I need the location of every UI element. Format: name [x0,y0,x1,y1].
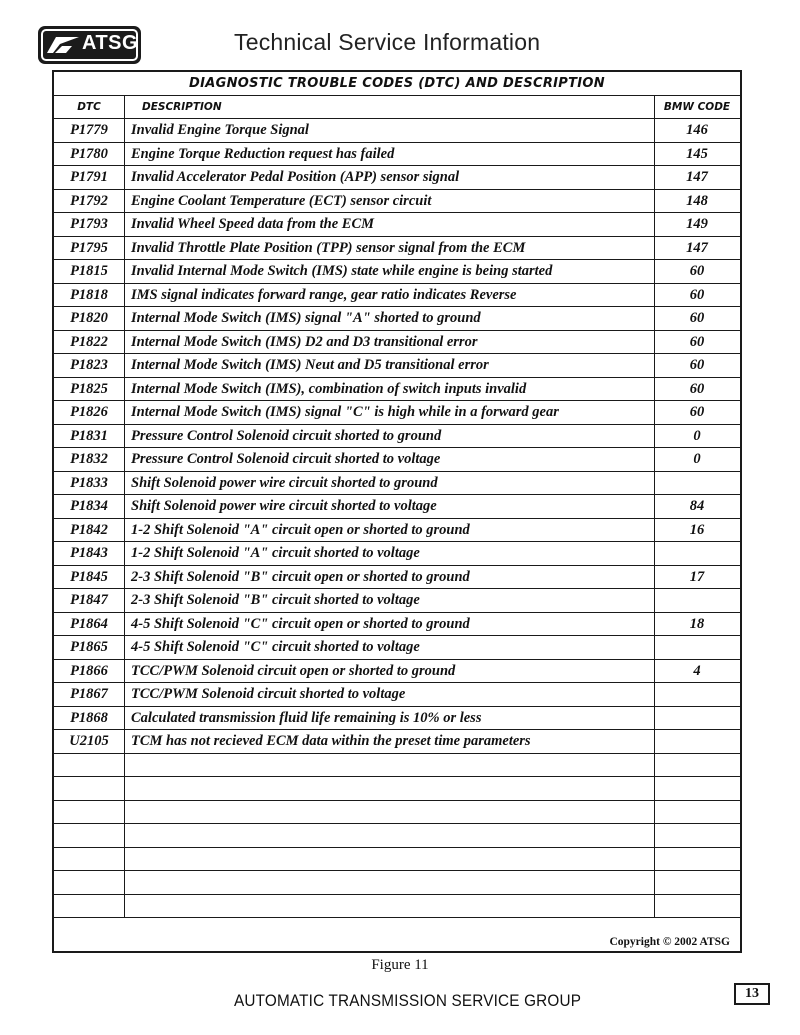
column-header-description: DESCRIPTION [124,96,654,119]
bmw-code-cell: 147 [686,239,708,256]
description-cell: Internal Mode Switch (IMS) signal "A" shorted to ground [131,310,481,326]
dtc-cell: P1866 [70,662,108,679]
dtc-cell: P1825 [70,380,108,397]
description-cell: Engine Coolant Temperature (ECT) sensor circuit [131,192,432,209]
bmw-code-cell: 16 [689,521,705,538]
dtc-cell: P1818 [70,286,108,303]
table-row [54,589,740,613]
table-row [54,425,740,449]
bmw-code-cell: 60 [689,286,705,303]
dtc-cell: P1791 [70,169,108,185]
description-cell: TCC/PWM Solenoid circuit open or shorted to ground [131,662,456,679]
dtc-cell: P1833 [70,474,108,491]
figure-caption: Figure 11 [371,957,429,973]
table-row [54,354,740,378]
copyright-notice: Copyright © 2002 ATSG [609,936,730,948]
bmw-code-cell: 18 [689,615,705,632]
table-row [54,119,740,143]
table-row [54,636,740,660]
table-row [54,730,740,754]
bmw-code-cell: 146 [686,122,708,138]
bmw-code-cell: 60 [689,310,705,326]
description-cell: IMS signal indicates forward range, gear ratio indicates Reverse [131,286,517,303]
table-row [54,824,740,848]
page-number: 13 [734,983,770,1005]
dtc-cell: P1780 [70,145,108,162]
description-cell: Invalid Internal Mode Switch (IMS) state while engine is being started [131,263,553,279]
bmw-code-cell: 84 [689,498,705,514]
table-row [54,613,740,637]
table-row [54,237,740,261]
dtc-cell: P1820 [70,310,108,326]
dtc-cell: P1864 [70,615,108,632]
description-cell: Invalid Throttle Plate Position (TPP) sensor signal from the ECM [131,239,526,256]
description-cell: Invalid Wheel Speed data from the ECM [131,216,375,232]
table-body [54,119,740,918]
dtc-cell: P1845 [70,568,108,585]
table-row [54,331,740,355]
table-row [54,284,740,308]
logo-wing-icon [46,35,80,55]
table-row [54,754,740,778]
dtc-cell: P1815 [70,263,108,279]
dtc-cell: U2105 [69,733,109,749]
table-row [54,401,740,425]
description-cell: Shift Solenoid power wire circuit shorted to ground [131,474,438,491]
dtc-cell: P1793 [70,216,108,232]
table-row [54,542,740,566]
description-cell: Internal Mode Switch (IMS) D2 and D3 transitional error [131,333,478,350]
bmw-code-cell: 145 [686,145,708,162]
table-row [54,801,740,825]
table-row [54,777,740,801]
description-cell: TCM has not recieved ECM data within the preset time parameters [131,733,531,749]
table-row [54,260,740,284]
bmw-code-cell: 17 [689,568,705,585]
footer-organization: AUTOMATIC TRANSMISSION SERVICE GROUP [234,991,582,1010]
column-header-dtc: DTC [54,96,124,119]
description-cell: Internal Mode Switch (IMS) signal "C" is high while in a forward gear [131,404,559,420]
table-row [54,307,740,331]
dtc-cell: P1843 [70,545,108,561]
table-row [54,848,740,872]
description-cell: 1-2 Shift Solenoid "A" circuit open or shorted to ground [131,521,470,538]
bmw-code-cell: 60 [689,333,705,350]
logo-text: ATSG [82,32,139,54]
description-cell: 4-5 Shift Solenoid "C" circuit open or shorted to ground [131,615,470,632]
table-row [54,683,740,707]
description-cell: Internal Mode Switch (IMS) Neut and D5 transitional error [131,357,489,373]
dtc-cell: P1795 [70,239,108,256]
dtc-cell: P1831 [70,427,108,444]
dtc-cell: P1792 [70,192,108,209]
bmw-code-cell: 0 [693,451,701,467]
column-header-bmw-code: BMW CODE [654,96,740,119]
table-row [54,871,740,895]
description-cell: Invalid Accelerator Pedal Position (APP) sensor signal [131,169,460,185]
dtc-cell: P1826 [70,404,108,420]
table-row [54,660,740,684]
dtc-cell: P1832 [70,451,108,467]
description-cell: Internal Mode Switch (IMS), combination of switch inputs invalid [131,380,527,397]
description-cell: TCC/PWM Solenoid circuit shorted to voltage [131,686,406,702]
atsg-logo [38,26,141,64]
description-cell: Pressure Control Solenoid circuit shorted to ground [131,427,442,444]
description-cell: Calculated transmission fluid life remaining is 10% or less [131,709,482,726]
description-cell: Engine Torque Reduction request has failed [131,145,395,162]
dtc-cell: P1823 [70,357,108,373]
dtc-cell: P1847 [70,592,108,608]
bmw-code-cell: 60 [689,357,705,373]
description-cell: 2-3 Shift Solenoid "B" circuit shorted to voltage [131,592,420,608]
dtc-cell: P1865 [70,639,108,655]
dtc-cell: P1834 [70,498,108,514]
bmw-code-cell: 60 [689,404,705,420]
description-cell: Invalid Engine Torque Signal [131,122,309,138]
table-row [54,213,740,237]
bmw-code-cell: 149 [686,216,708,232]
table-banner: DIAGNOSTIC TROUBLE CODES (DTC) AND DESCRIPTION [54,72,740,96]
table-row [54,378,740,402]
table-row [54,143,740,167]
table-row [54,190,740,214]
dtc-cell: P1842 [70,521,108,538]
table-row [54,166,740,190]
bmw-code-cell: 0 [693,427,701,444]
table-row [54,472,740,496]
bmw-code-cell: 60 [689,263,705,279]
dtc-cell: P1822 [70,333,108,350]
table-row [54,495,740,519]
description-cell: 4-5 Shift Solenoid "C" circuit shorted to voltage [131,639,420,655]
table-row [54,566,740,590]
bmw-code-cell: 147 [686,169,708,185]
dtc-table [52,70,742,953]
description-cell: Pressure Control Solenoid circuit shorted to voltage [131,451,441,467]
bmw-code-cell: 148 [686,192,708,209]
table-row [54,707,740,731]
dtc-cell: P1868 [70,709,108,726]
description-cell: Shift Solenoid power wire circuit shorted to voltage [131,498,437,514]
dtc-cell: P1867 [70,686,108,702]
description-cell: 1-2 Shift Solenoid "A" circuit shorted to voltage [131,545,420,561]
table-row [54,448,740,472]
page-title: Technical Service Information [234,29,541,55]
dtc-cell: P1779 [70,122,108,138]
description-cell: 2-3 Shift Solenoid "B" circuit open or shorted to ground [131,568,470,585]
bmw-code-cell: 4 [693,662,701,679]
bmw-code-cell: 60 [689,380,705,397]
table-row [54,895,740,919]
table-row [54,519,740,543]
